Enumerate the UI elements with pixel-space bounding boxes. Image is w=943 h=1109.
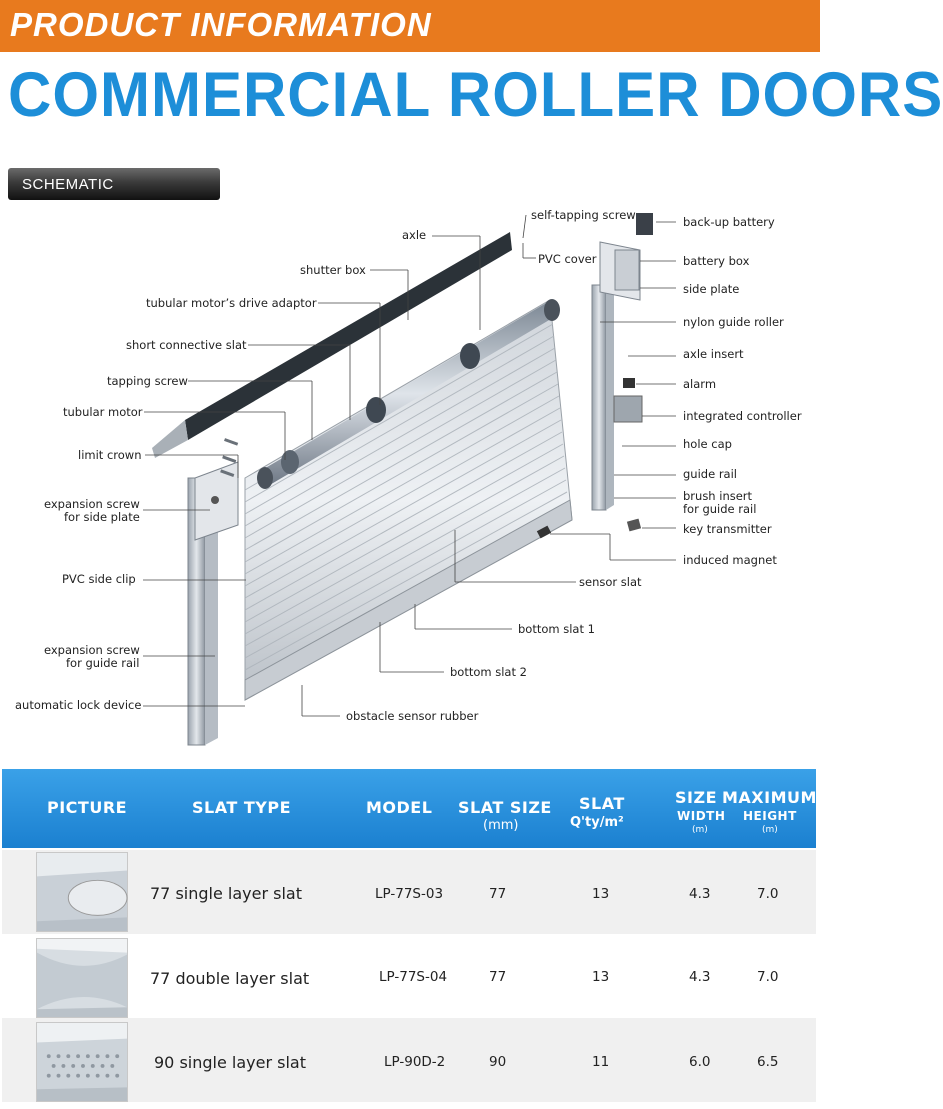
row2-size: 77 [489,969,507,985]
table-row [2,850,816,934]
label-short-slat: short connective slat [126,338,247,352]
banner-title: PRODUCT INFORMATION [10,6,432,43]
spec-table-header [2,769,816,848]
label-axle-insert: axle insert [683,347,744,361]
shutter-box-lip [152,420,188,458]
schematic-tab-label: SCHEMATIC [22,176,114,193]
label-expansion-side-2: for side plate [64,510,140,524]
slat-picture-90-single [36,1022,128,1102]
label-nylon-roller: nylon guide roller [683,315,784,329]
row1-qty: 13 [592,886,610,902]
row3-model: LP-90D-2 [384,1054,446,1070]
label-bottom-slat-2: bottom slat 2 [450,665,527,679]
label-hole-cap: hole cap [683,437,732,451]
label-self-tapping-screw: self-tapping screw [531,208,636,222]
label-expansion-side-1: expansion screw [44,497,140,511]
th-maximum: MAXIMUM [722,788,817,807]
label-side-plate: side plate [683,282,740,296]
label-controller: integrated controller [683,409,802,423]
label-guide-rail: guide rail [683,467,737,481]
label-limit-crown: limit crown [78,448,142,462]
label-expansion-rail-1: expansion screw [44,643,140,657]
th-picture: PICTURE [47,798,128,817]
alarm [623,378,635,388]
top-banner [0,0,820,52]
label-alarm: alarm [683,377,717,391]
th-width: WIDTH [677,809,726,823]
label-pvc-cover: PVC cover [538,252,597,266]
row2-qty: 13 [592,969,610,985]
battery-box [615,250,639,290]
row1-height: 7.0 [757,886,779,902]
row3-qty: 11 [592,1054,610,1070]
th-slat-qty: Q'ty/m² [570,815,624,830]
label-expansion-rail-2: for guide rail [66,656,140,670]
label-drive-adaptor: tubular motor’s drive adaptor [146,296,317,310]
label-axle: axle [402,228,427,242]
row2-model: LP-77S-04 [379,969,448,985]
slat-picture-77-double [36,938,128,1018]
row1-size: 77 [489,886,507,902]
label-backup-battery: back-up battery [683,215,775,229]
label-lock-device: automatic lock device [15,698,142,712]
key-transmitter [627,519,641,532]
row3-height: 6.5 [757,1054,779,1070]
label-obstacle-rubber: obstacle sensor rubber [346,709,479,723]
table-row [2,934,816,1018]
schematic-tab[interactable] [8,168,220,200]
th-slat: SLAT [579,794,625,813]
row3-size: 90 [489,1054,507,1070]
th-height-unit: (m) [762,825,778,835]
row3-type: 90 single layer slat [154,1053,306,1072]
slat-picture-77-single [36,852,128,932]
th-slat-size-unit: (mm) [483,818,519,833]
label-battery-box: battery box [683,254,750,268]
row2-height: 7.0 [757,969,779,985]
label-pvc-side-clip: PVC side clip [62,572,136,586]
row1-model: LP-77S-03 [375,886,444,902]
label-bottom-slat-1: bottom slat 1 [518,622,595,636]
th-size: SIZE [675,788,718,807]
table-row [2,1018,816,1102]
row1-type: 77 single layer slat [150,884,302,903]
integrated-controller [614,396,642,422]
row2-type: 77 double layer slat [150,969,310,988]
left-guide-rail [188,462,238,745]
label-tubular-motor: tubular motor [63,405,143,419]
th-slat-type: SLAT TYPE [192,798,291,817]
row2-width: 4.3 [689,969,711,985]
th-width-unit: (m) [692,825,708,835]
page-title: COMMERCIAL ROLLER DOORS [8,59,943,130]
label-induced-magnet: induced magnet [683,553,777,567]
label-tapping-screw: tapping screw [107,374,188,388]
label-brush-1: brush insert [683,489,753,503]
backup-battery [636,213,653,235]
label-brush-2: for guide rail [683,502,757,516]
th-model: MODEL [366,798,433,817]
label-key-transmitter: key transmitter [683,522,772,536]
label-shutter-box: shutter box [300,263,366,277]
th-height: HEIGHT [743,809,797,823]
row3-width: 6.0 [689,1054,711,1070]
th-slat-size: SLAT SIZE [458,798,552,817]
row1-width: 4.3 [689,886,711,902]
label-sensor-slat: sensor slat [579,575,642,589]
